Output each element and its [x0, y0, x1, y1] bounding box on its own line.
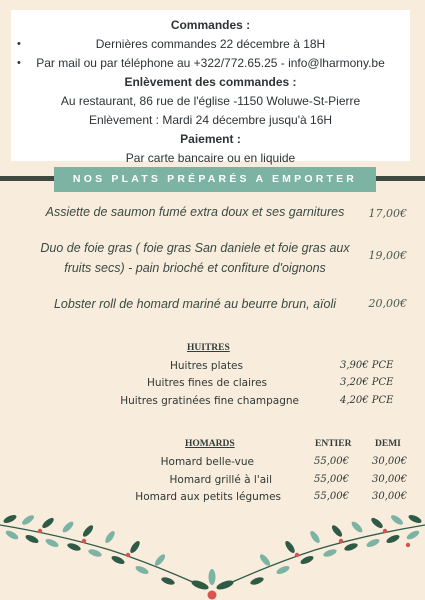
bullet-icon: •	[17, 38, 21, 50]
orders-deadline-text: Dernières commandes 22 décembre à 18H	[95, 37, 326, 51]
dish-lobster-roll-price: 20,00€	[368, 297, 407, 310]
payment-heading: Paiement :	[180, 132, 241, 146]
payment-text: Par carte bancaire ou en liquide	[125, 151, 296, 165]
garland-right-branch	[230, 513, 425, 586]
huitres-item-name: Huitres fines de claires	[147, 377, 267, 389]
pickup-heading: Enlèvement des commandes :	[124, 75, 297, 89]
orders-heading: Commandes :	[170, 18, 251, 32]
dish-lobster-roll-line1: Lobster roll de homard mariné au beurre brun, aïoli	[53, 297, 337, 311]
homards-item-demi: 30,00€	[372, 456, 407, 467]
order-info-box	[11, 10, 410, 165]
pickup-time: Enlèvement : Mardi 24 décembre jusqu'à 16H	[88, 113, 333, 127]
dish-foie-gras-line2: fruits secs) - pain brioché et confiture d'oignons	[64, 261, 326, 275]
homards-item-demi: 30,00€	[372, 474, 407, 485]
homards-item-demi: 30,00€	[372, 491, 407, 502]
huitres-item-price: 3,90€ PCE	[340, 360, 394, 371]
holly-garland-decoration	[0, 505, 425, 600]
huitres-title: HUITRES	[187, 343, 230, 353]
homards-col-demi: DEMI	[375, 439, 401, 449]
huitres-item-name: Huitres gratinées fine champagne	[120, 395, 299, 407]
garland-center	[190, 569, 234, 600]
homards-item-name: Homard grillé à l'ail	[169, 474, 272, 486]
huitres-item-price: 3,20€ PCE	[340, 377, 394, 388]
dish-foie-gras-line1: Duo de foie gras ( foie gras San daniele et foie gras aux	[40, 241, 350, 255]
bullet-icon: •	[17, 57, 21, 69]
huitres-item-name: Huitres plates	[169, 360, 243, 372]
homards-item-name: Homard belle-vue	[160, 456, 254, 468]
dish-salmon	[24, 202, 366, 222]
dish-foie-gras-price: 19,00€	[368, 249, 407, 262]
dish-foie-gras	[24, 238, 366, 278]
pickup-address: Au restaurant, 86 rue de l'église -1150 Woluwe-St-Pierre	[60, 94, 361, 108]
huitres-item-price: 4,20€ PCE	[340, 395, 394, 406]
homards-title: HOMARDS	[185, 439, 235, 449]
dish-salmon-price: 17,00€	[368, 207, 407, 220]
dish-salmon-line1: Assiette de saumon fumé extra doux et ses garnitures	[45, 205, 345, 219]
homards-item-name: Homard aux petits légumes	[135, 491, 281, 503]
dish-lobster-roll	[24, 294, 366, 314]
homards-item-entier: 55,00€	[314, 456, 349, 467]
homards-item-entier: 55,00€	[314, 491, 349, 502]
orders-contact-text[interactable]: Par mail ou par téléphone au +322/772.65.25 - info@lharmony.be	[36, 56, 385, 70]
section-banner: NOS PLATS PRÉPARÉS A EMPORTER	[54, 167, 376, 192]
orders-deadline	[11, 35, 410, 54]
homards-col-entier: ENTIER	[315, 439, 352, 449]
homards-item-entier: 55,00€	[314, 474, 349, 485]
garland-left-branch	[0, 513, 195, 586]
orders-contact	[11, 54, 410, 73]
